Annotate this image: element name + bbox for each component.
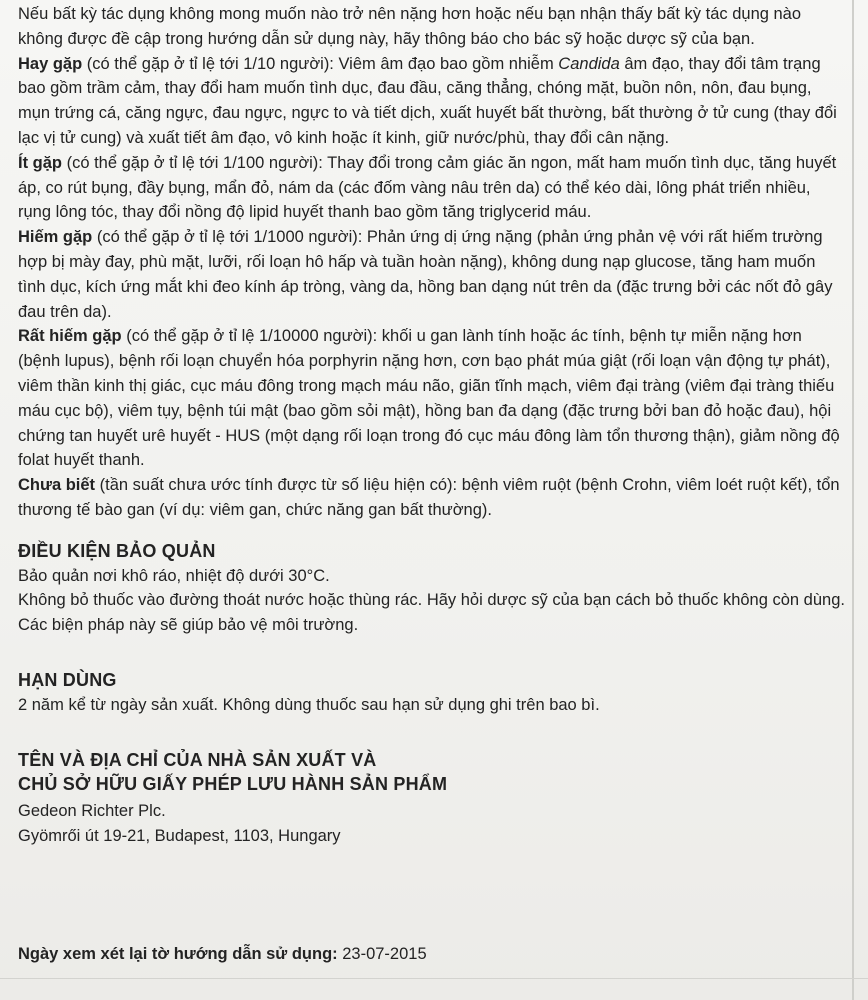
frequency-text: (tần suất chưa ước tính được từ số liệu hiện có): bệnh viêm ruột (bệnh Crohn, viêm loét ruột kết), tổn thương tế bào gan (ví dụ: viêm gan, chức năng gan bất thường). (18, 476, 840, 519)
frequency-term: Chưa biết (18, 476, 96, 495)
review-date-value: 23-07-2015 (342, 945, 427, 963)
leaflet-content (18, 2, 846, 849)
manufacturer-heading: TÊN VÀ ĐỊA CHỈ CỦA NHÀ SẢN XUẤT VÀ (18, 749, 377, 770)
expiry-heading: HẠN DÙNG (18, 669, 117, 690)
frequency-text: (có thể gặp ở tỉ lệ 1/10000 người): khối u gan lành tính hoặc ác tính, bệnh tự miễn nặng hơn (bệnh lupus), bệnh rối loạn chuyển hóa porphyrin nặng hơn, cơn bạo phát múa giật (rối loạn vận động tự phát), viêm thần kinh thị giác, cục máu đông trong mạch máu não, giãn tĩnh mạch, viêm đại tràng (viêm đại tràng thiếu máu cục bộ), viêm tụy, bệnh túi mật (bao gồm sỏi mật), hồng ban đa dạng (đặc trưng bởi ban đỏ hoặc đau), hội chứng tan huyết urê huyết - HUS (một dạng rối loạn trong đó cục máu đông làm tổn thương thận), giảm nồng độ folat huyết thanh. (18, 327, 840, 470)
expiry-text: 2 năm kể từ ngày sản xuất. Không dùng thuốc sau hạn sử dụng ghi trên bao bì. (18, 695, 600, 714)
side-effects-very-rare (18, 324, 846, 473)
manufacturer-section (18, 748, 846, 849)
fold-crease-bottom (0, 978, 868, 979)
side-effects-rare (18, 225, 846, 324)
frequency-term: Rất hiếm gặp (18, 327, 122, 346)
storage-line: Bảo quản nơi khô ráo, nhiệt độ dưới 30°C. (18, 566, 330, 585)
side-effects-unknown (18, 473, 846, 523)
frequency-term: Hiếm gặp (18, 228, 93, 247)
frequency-text: âm đạo, thay đổi tâm trạng bao gồm trầm cảm, thay đổi ham muốn tình dục, đau đầu, căng thẳng, chóng mặt, buồn nôn, nôn, đau bụng, mụn trứng cá, căng ngực, đau ngực, ngực to và tiết dịch, xuất huyết bất thường, bất thường ở tử cung (thay đổi lạc vị tử cung) và xuất tiết âm đạo, vô kinh hoặc ít kinh, giữ nước/phù, thay đổi cân nặng. (18, 54, 837, 147)
storage-heading: ĐIỀU KIỆN BẢO QUẢN (18, 540, 216, 561)
fold-crease (852, 0, 854, 1000)
side-effects-common (18, 52, 846, 151)
storage-line: Không bỏ thuốc vào đường thoát nước hoặc thùng rác. Hãy hỏi dược sỹ của bạn cách bỏ thuốc không còn dùng. Các biện pháp này sẽ giúp bảo vệ môi trường. (18, 591, 845, 635)
storage-section (18, 539, 846, 638)
frequency-term: Hay gặp (18, 54, 83, 73)
review-date-label: Ngày xem xét lại tờ hướng dẫn sử dụng: (18, 945, 343, 963)
frequency-term: Ít gặp (18, 153, 62, 172)
frequency-text: (có thể gặp ở tỉ lệ tới 1/10 người): Viêm âm đạo bao gồm nhiễm (82, 54, 559, 73)
manufacturer-address: Gyömrői út 19-21, Budapest, 1103, Hungary (18, 826, 341, 845)
review-date-line (18, 945, 427, 964)
manufacturer-name: Gedeon Richter Plc. (18, 802, 166, 821)
expiry-section (18, 668, 846, 718)
manufacturer-heading: CHỦ SỞ HỮU GIẤY PHÉP LƯU HÀNH SẢN PHẨM (18, 774, 448, 795)
frequency-text: (có thể gặp ở tỉ lệ tới 1/100 người): Thay đổi trong cảm giác ăn ngon, mất ham muốn tình dục, tăng huyết áp, co rút bụng, đầy bụng, mẩn đỏ, nám da (các đốm vàng nâu trên da) có thể kéo dài, lông phát triển nhiều, rụng lông tóc, thay đổi nồng độ lipid huyết thanh bao gồm tăng triglycerid máu. (18, 153, 837, 222)
side-effects-intro: Nếu bất kỳ tác dụng không mong muốn nào trở nên nặng hơn hoặc nếu bạn nhận thấy bất kỳ tác dụng nào không được đề cập trong hướng dẫn sử dụng này, hãy thông báo cho bác sỹ hoặc dược sỹ của bạn. (18, 5, 802, 48)
candida-term: Candida (558, 54, 620, 73)
frequency-text: (có thể gặp ở tỉ lệ tới 1/1000 người): Phản ứng dị ứng nặng (phản ứng phản vệ với rất hiếm trường hợp bị mày đay, phù mặt, lưỡi, rối loạn hô hấp và tuần hoàn nặng), không dung nạp glucose, tăng ham muốn tình dục, kích ứng mắt khi đeo kính áp tròng, vàng da, hồng ban dạng nút trên da (đặc trưng bởi các nốt đỏ gây đau trên da). (18, 228, 833, 321)
side-effects-uncommon (18, 151, 846, 225)
